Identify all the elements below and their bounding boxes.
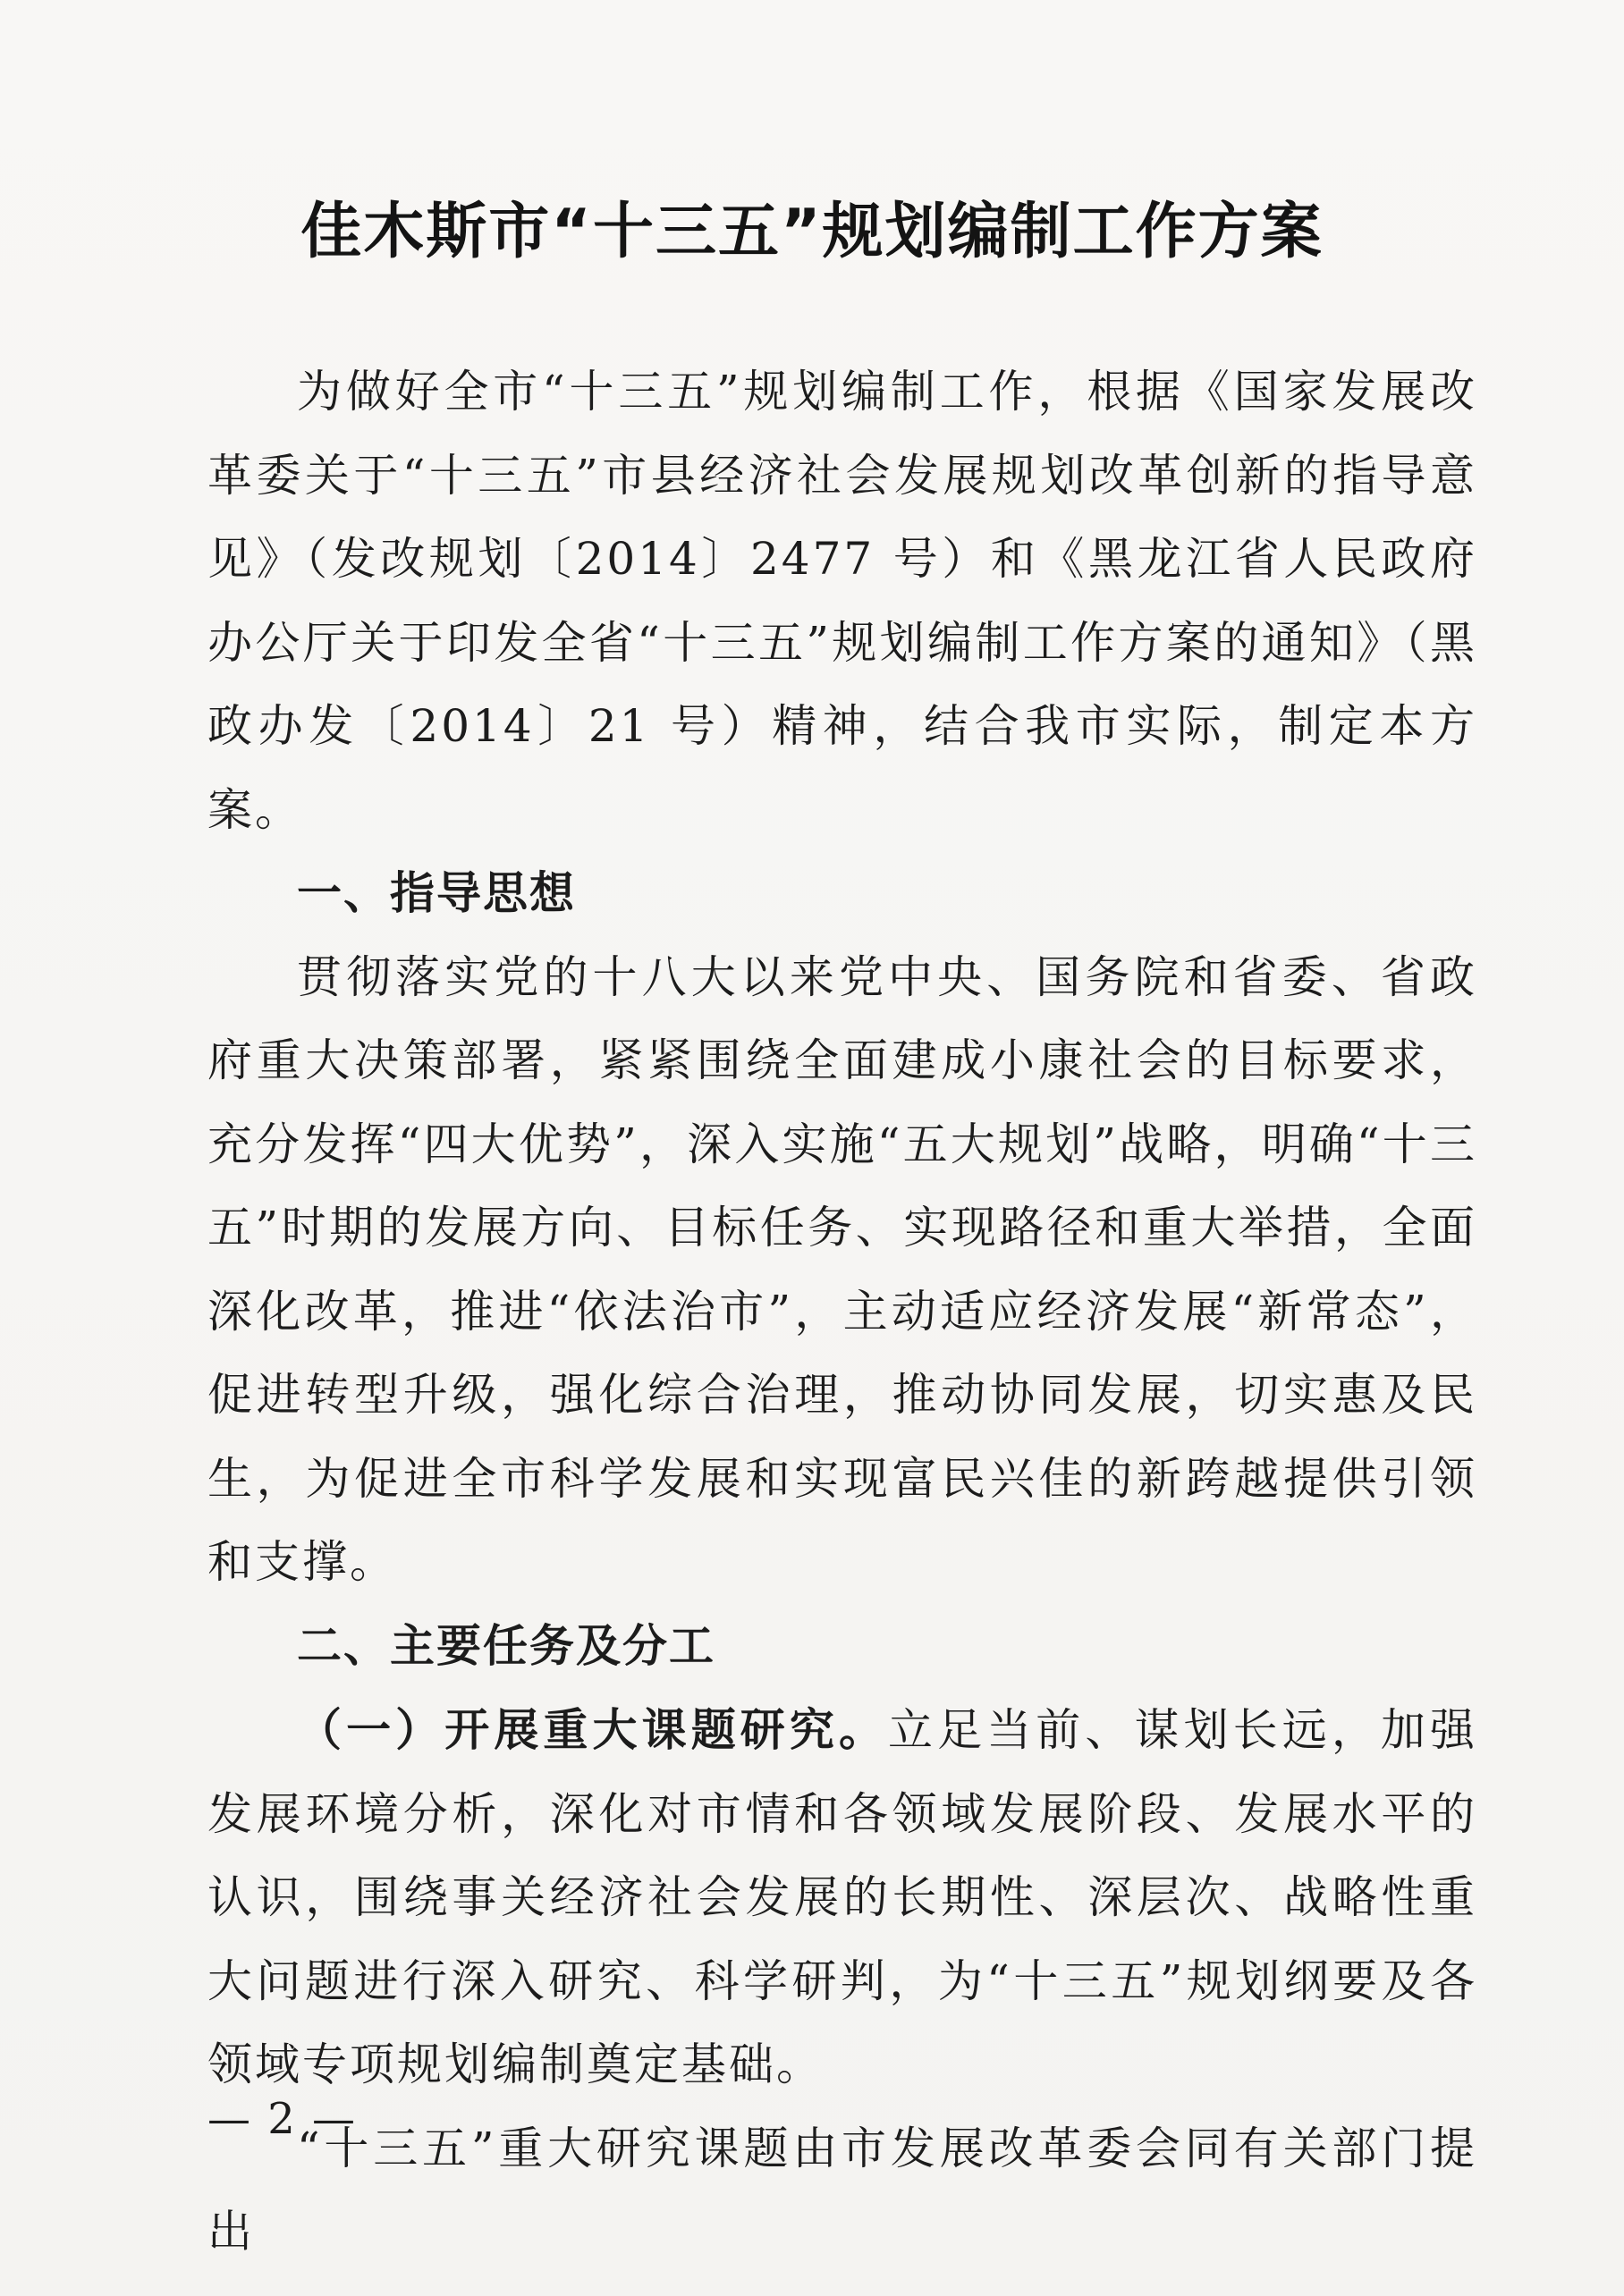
section-heading-guiding-ideology: 一、指导思想 <box>297 867 576 919</box>
main-tasks-item-1-text: 立足当前、谋划长远，加强发展环境分析，深化对市情和各领域发展阶段、发展水平的认识，围绕事关经济社会发展的长期性、深层次、战略性重大问题进行深入研究、科学研判，为“十三五”规划纲要及各领域专项规划编制奠定基础。 <box>207 1704 1478 2090</box>
main-tasks-item-1-lead: （一）开展重大课题研究。 <box>297 1703 889 1756</box>
guiding-ideology-paragraph: 贯彻落实党的十八大以来党中央、国务院和省委、省政府重大决策部署，紧紧围绕全面建成小康社会的目标要求，充分发挥“四大优势”，深入实施“五大规划”战略，明确“十三五”时期的发展方向、目标任务、实现路径和重大举措，全面深化改革，推进“依法治市”，主动适应经济发展“新常态”，促进转型升级，强化综合治理，推动协同发展，切实惠及民生，为促进全市科学发展和实现富民兴佳的新跨越提供引领和支撑。 <box>207 950 1477 1588</box>
document-title: 佳木斯市“十三五”规划编制工作方案 <box>300 197 1324 267</box>
section-heading-main-tasks: 二、主要任务及分工 <box>297 1619 715 1672</box>
main-tasks-item-1-continuation: “十三五”重大研究课题由市发展改革委会同有关部门提出 <box>207 2122 1477 2258</box>
intro-paragraph: 为做好全市“十三五”规划编制工作，根据《国家发展改革委关于“十三五”市县经济社会发展规划改革创新的指导意见》（发改规划〔2014〕2477 号）和《黑龙江省人民政府办公厅关于印发全省“十三五”规划编制工作方案的通知》（黑政办发〔2014〕21 号）精神，结合我市实际，制定本方案。 <box>207 366 1477 836</box>
main-tasks-item-1-paragraph <box>207 1688 1477 2107</box>
page-number: — 2 — <box>207 2094 358 2144</box>
document-body <box>207 350 1477 2275</box>
